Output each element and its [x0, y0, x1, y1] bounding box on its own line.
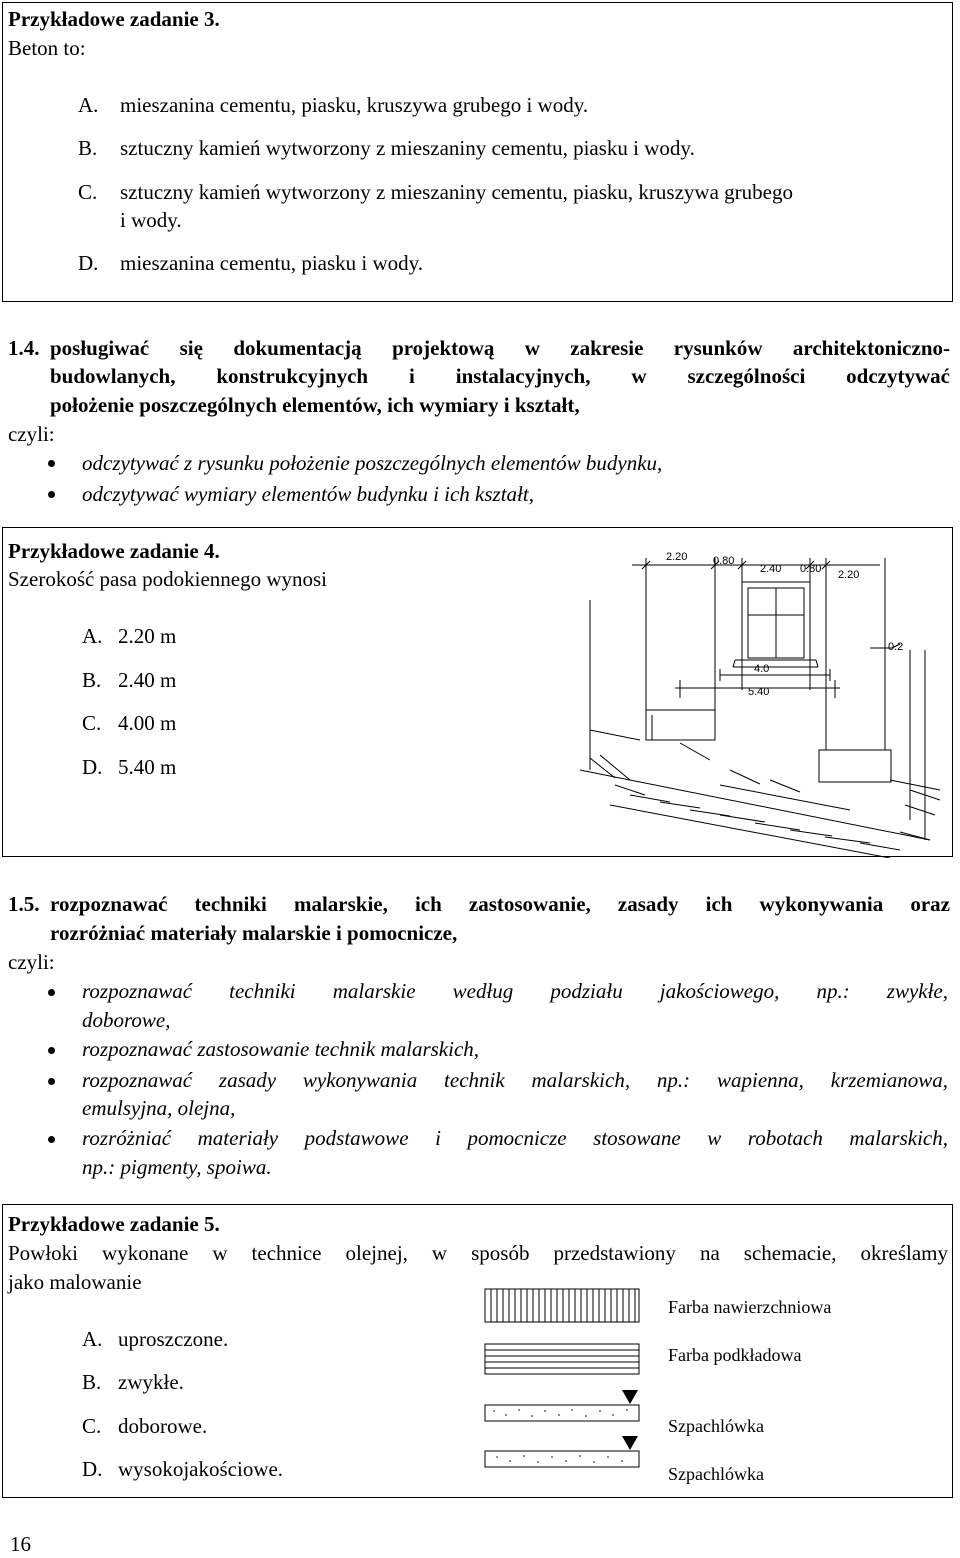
section15-bullet-1: rozpoznawać techniki malarskie według podziału jakościowego, np.: zwykłe,	[82, 979, 948, 1003]
task3-option-d: mieszanina cementu, piasku i wody.	[120, 251, 424, 275]
task5-question-line1: Powłoki wykonane w technice olejnej, w sposób przedstawiony na schemacie, określamy	[8, 1241, 948, 1265]
layer-label-topcoat: Farba nawierzchniowa	[668, 1297, 832, 1317]
bullet-dot	[48, 1047, 55, 1054]
section15-line2: rozróżniać materiały malarskie i pomocnicze,	[50, 921, 458, 945]
dim-label: 0.80	[713, 555, 735, 567]
task4-heading: Przykładowe zadanie 4.	[8, 539, 220, 563]
task5-option-letter-b: B.	[82, 1370, 102, 1394]
task3-option-c: sztuczny kamień wytworzony z mieszaniny cementu, piasku, kruszywa grubego	[120, 180, 793, 204]
task4-option-b: 2.40 m	[118, 668, 177, 692]
task5-option-b: zwykłe.	[118, 1370, 184, 1394]
task4-option-letter-c: C.	[82, 711, 102, 735]
section14-line1: posługiwać się dokumentacją projektową w zakresie rysunków architektoniczno-	[50, 336, 950, 360]
layer-label-filler-1: Szpachlówka	[668, 1416, 764, 1436]
bullet-dot	[48, 491, 55, 498]
task5-option-letter-a: A.	[82, 1327, 103, 1351]
dim-label: 0.80	[800, 563, 822, 575]
dim-label: 2.40	[760, 563, 782, 575]
task5-option-d: wysokojakościowe.	[118, 1457, 284, 1481]
task5-heading: Przykładowe zadanie 5.	[8, 1212, 220, 1236]
coating-layers-diagram	[482, 1284, 644, 1476]
dim-label: 0.2	[888, 641, 904, 653]
task4-option-d: 5.40 m	[118, 755, 177, 779]
task4-option-letter-d: D.	[82, 755, 103, 779]
section15-line1: rozpoznawać techniki malarskie, ich zastosowanie, zasady ich wykonywania oraz	[50, 892, 950, 916]
task3-option-a: mieszanina cementu, piasku, kruszywa grubego i wody.	[120, 93, 589, 117]
dim-label: 4.0	[754, 663, 770, 675]
layer-topcoat	[485, 1289, 639, 1322]
task5-option-a: uproszczone.	[118, 1327, 229, 1351]
task3-option-letter-b: B.	[78, 136, 98, 160]
layer-label-filler-2: Szpachlówka	[668, 1464, 764, 1484]
task5-option-letter-c: C.	[82, 1414, 102, 1438]
section14-line3: położenie poszczególnych elementów, ich wymiary i kształt,	[50, 393, 580, 417]
bullet-dot	[48, 989, 55, 996]
page-number: 16	[10, 1532, 31, 1556]
dim-label: 5.40	[748, 686, 770, 698]
bullet-dot	[48, 1136, 55, 1143]
task5-option-c: doborowe.	[118, 1414, 208, 1438]
section14-number: 1.4.	[8, 336, 40, 360]
task3-option-letter-c: C.	[78, 180, 98, 204]
task4-option-letter-a: A.	[82, 624, 103, 648]
task4-option-a: 2.20 m	[118, 624, 177, 648]
bullet-dot	[48, 460, 55, 467]
task3-option-b: sztuczny kamień wytworzony z mieszaniny cementu, piasku i wody.	[120, 136, 695, 160]
section15-bullet-3: rozpoznawać zasady wykonywania technik malarskich, np.: wapienna, krzemianowa,	[82, 1068, 948, 1092]
section14-line2: budowlanych, konstrukcyjnych i instalacyjnych, w szczególności odczytywać	[50, 364, 950, 388]
task5-question-line2: jako malowanie	[8, 1270, 142, 1294]
dim-label: 2.20	[838, 569, 860, 581]
section15-czyli: czyli:	[8, 950, 55, 974]
task3-option-c-cont: i wody.	[120, 208, 182, 232]
task3-option-letter-d: D.	[78, 251, 99, 275]
facade-drawing	[570, 540, 950, 858]
section14-bullet-1: odczytywać z rysunku położenie poszczególnych elementów budynku,	[82, 451, 663, 475]
section14-bullet-2: odczytywać wymiary elementów budynku i ich kształt,	[82, 482, 534, 506]
dim-label: 2.20	[666, 551, 688, 563]
section14-czyli: czyli:	[8, 422, 55, 446]
layer-primer	[485, 1344, 639, 1374]
layer-label-primer: Farba podkładowa	[668, 1345, 802, 1365]
section15-bullet-4-cont: np.: pigmenty, spoiwa.	[82, 1155, 272, 1179]
layer-filler-2	[485, 1436, 639, 1467]
section15-bullet-1-cont: doborowe,	[82, 1008, 171, 1032]
task4-question: Szerokość pasa podokiennego wynosi	[8, 567, 328, 591]
task5-option-letter-d: D.	[82, 1457, 103, 1481]
task4-option-letter-b: B.	[82, 668, 102, 692]
layer-filler-1	[485, 1390, 639, 1421]
task3-option-letter-a: A.	[78, 93, 99, 117]
section15-number: 1.5.	[8, 892, 40, 916]
bullet-dot	[48, 1078, 55, 1085]
section15-bullet-2: rozpoznawać zastosowanie technik malarskich,	[82, 1037, 480, 1061]
section15-bullet-4: rozróżniać materiały podstawowe i pomocnicze stosowane w robotach malarskich,	[82, 1126, 948, 1150]
task3-heading: Przykładowe zadanie 3.	[8, 7, 220, 31]
section15-bullet-3-cont: emulsyjna, olejna,	[82, 1096, 236, 1120]
task3-question: Beton to:	[8, 36, 86, 60]
task4-option-c: 4.00 m	[118, 711, 177, 735]
